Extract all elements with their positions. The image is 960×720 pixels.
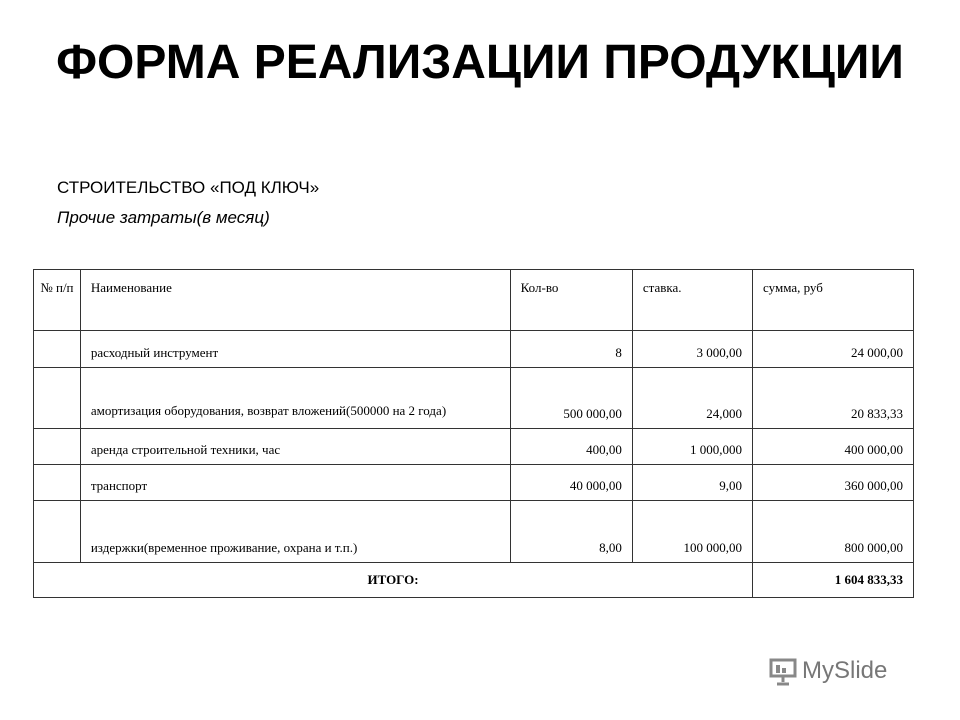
page-title: ФОРМА РЕАЛИЗАЦИИ ПРОДУКЦИИ (56, 36, 904, 89)
cell-name: амортизация оборудования, возврат вложений(500000 на 2 года) (80, 368, 510, 429)
cell-name: аренда строительной техники, час (80, 429, 510, 465)
cell-rate: 3 000,00 (632, 331, 752, 368)
watermark-text: MySlide (802, 657, 888, 684)
table-row (34, 429, 914, 465)
cell-name: издержки(временное проживание, охрана и т.п.) (80, 501, 510, 563)
cell-num (34, 429, 81, 465)
cell-name: расходный инструмент (80, 331, 510, 368)
table-header-row (34, 270, 914, 331)
subtitle-costs: Прочие затраты(в месяц) (57, 208, 270, 227)
cell-name: транспорт (80, 465, 510, 501)
total-label: ИТОГО: (34, 563, 753, 598)
cell-qty: 400,00 (510, 429, 632, 465)
costs-table (33, 269, 914, 598)
presentation-icon (768, 656, 798, 686)
cell-qty: 8 (510, 331, 632, 368)
header-name: Наименование (80, 270, 510, 331)
table-row (34, 331, 914, 368)
cell-num (34, 368, 81, 429)
cell-num (34, 465, 81, 501)
cell-rate: 9,00 (632, 465, 752, 501)
subtitle: СТРОИТЕЛЬСТВО «ПОД КЛЮЧ» (57, 178, 320, 197)
header-qty: Кол-во (510, 270, 632, 331)
cell-sum: 400 000,00 (753, 429, 914, 465)
cell-sum: 20 833,33 (753, 368, 914, 429)
cell-sum: 800 000,00 (753, 501, 914, 563)
cell-sum: 360 000,00 (753, 465, 914, 501)
cell-rate: 1 000,000 (632, 429, 752, 465)
table-row (34, 465, 914, 501)
total-row (34, 563, 914, 598)
cell-num (34, 501, 81, 563)
cell-qty: 40 000,00 (510, 465, 632, 501)
cell-qty: 8,00 (510, 501, 632, 563)
watermark-logo (768, 656, 887, 686)
cell-num (34, 331, 81, 368)
cell-rate: 24,000 (632, 368, 752, 429)
table-row (34, 501, 914, 563)
header-rate: ставка. (632, 270, 752, 331)
cell-rate: 100 000,00 (632, 501, 752, 563)
cell-qty: 500 000,00 (510, 368, 632, 429)
table-row (34, 368, 914, 429)
cell-sum: 24 000,00 (753, 331, 914, 368)
total-value: 1 604 833,33 (753, 563, 914, 598)
header-sum: сумма, руб (753, 270, 914, 331)
header-num: № п/п (34, 270, 81, 331)
